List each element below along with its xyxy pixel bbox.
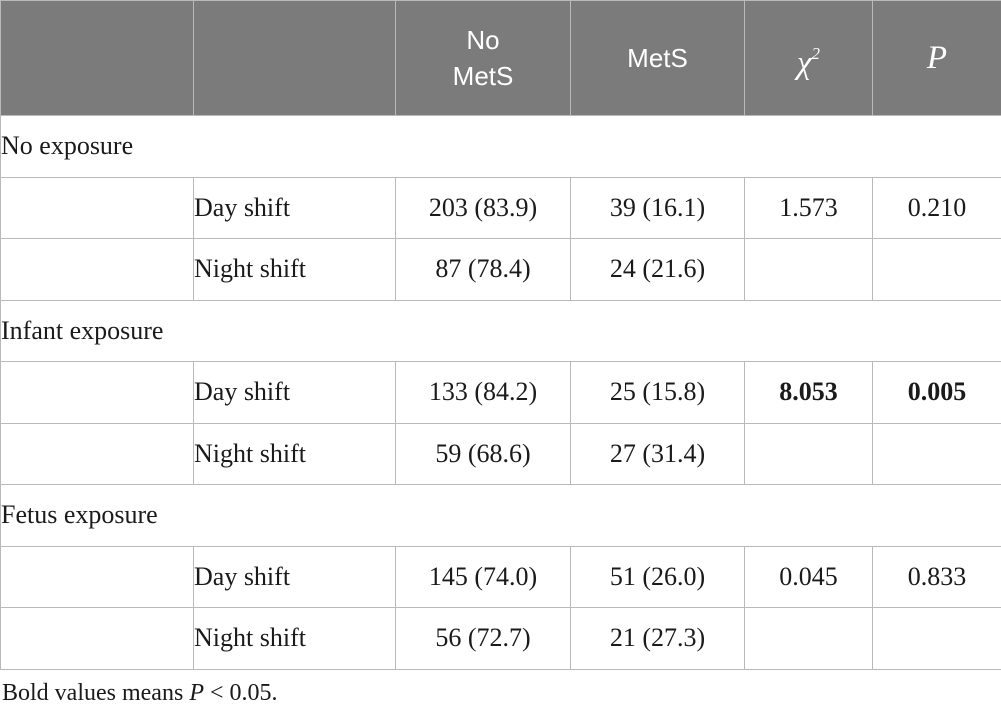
chi-square-cell: 1.573: [745, 177, 873, 239]
group-label: Fetus exposure: [1, 485, 1001, 547]
no-mets-cell: 133 (84.2): [396, 362, 571, 424]
chi-square-cell: [745, 423, 873, 485]
row-indent-cell: [1, 239, 194, 301]
table-row: [1, 423, 1001, 485]
shift-cell: Night shift: [194, 423, 396, 485]
group-row: [1, 485, 1001, 547]
mets-cell: 24 (21.6): [571, 239, 745, 301]
table-row: [1, 239, 1001, 301]
row-indent-cell: [1, 546, 194, 608]
row-indent-cell: [1, 608, 194, 670]
shift-cell: Day shift: [194, 546, 396, 608]
shift-cell: Night shift: [194, 239, 396, 301]
p-value-cell: 0.833: [873, 546, 1001, 608]
p-value-cell: [873, 239, 1001, 301]
p-value-cell: 0.210: [873, 177, 1001, 239]
footnote: [2, 680, 278, 707]
no-mets-cell: 203 (83.9): [396, 177, 571, 239]
row-indent-cell: [1, 423, 194, 485]
no-mets-cell: 59 (68.6): [396, 423, 571, 485]
chi-superscript: 2: [811, 43, 821, 63]
header-blank-2: [194, 1, 396, 116]
group-row: [1, 116, 1001, 178]
group-label: Infant exposure: [1, 300, 1001, 362]
no-mets-cell: 87 (78.4): [396, 239, 571, 301]
group-row: [1, 300, 1001, 362]
no-mets-cell: 56 (72.7): [396, 608, 571, 670]
chi-symbol: χ: [796, 44, 812, 81]
shift-cell: Day shift: [194, 362, 396, 424]
chi-square-cell: [745, 608, 873, 670]
shift-cell: Day shift: [194, 177, 396, 239]
chi-square-cell: 0.045: [745, 546, 873, 608]
footnote-suffix: < 0.05.: [203, 680, 278, 706]
mets-cell: 51 (26.0): [571, 546, 745, 608]
p-value-cell: [873, 423, 1001, 485]
mets-cell: 21 (27.3): [571, 608, 745, 670]
no-mets-cell: 145 (74.0): [396, 546, 571, 608]
header-p-value: P: [873, 1, 1001, 116]
header-blank-1: [1, 1, 194, 116]
mets-cell: 27 (31.4): [571, 423, 745, 485]
p-value-cell: 0.005: [873, 362, 1001, 424]
footnote-prefix: Bold values means: [2, 680, 190, 706]
table-row: [1, 177, 1001, 239]
table-body: [1, 116, 1001, 670]
table-row: [1, 546, 1001, 608]
table-row: [1, 362, 1001, 424]
mets-cell: 39 (16.1): [571, 177, 745, 239]
footnote-p: P: [189, 680, 204, 706]
chi-square-cell: [745, 239, 873, 301]
row-indent-cell: [1, 362, 194, 424]
shift-cell: Night shift: [194, 608, 396, 670]
group-label: No exposure: [1, 116, 1001, 178]
header-chi-square: [745, 1, 873, 116]
chi-square-cell: 8.053: [745, 362, 873, 424]
row-indent-cell: [1, 177, 194, 239]
header-row: [1, 1, 1001, 116]
header-mets: MetS: [571, 1, 745, 116]
p-value-cell: [873, 608, 1001, 670]
table-header: [1, 1, 1001, 116]
mets-cell: 25 (15.8): [571, 362, 745, 424]
table-row: [1, 608, 1001, 670]
header-no-mets: No MetS: [396, 1, 571, 116]
